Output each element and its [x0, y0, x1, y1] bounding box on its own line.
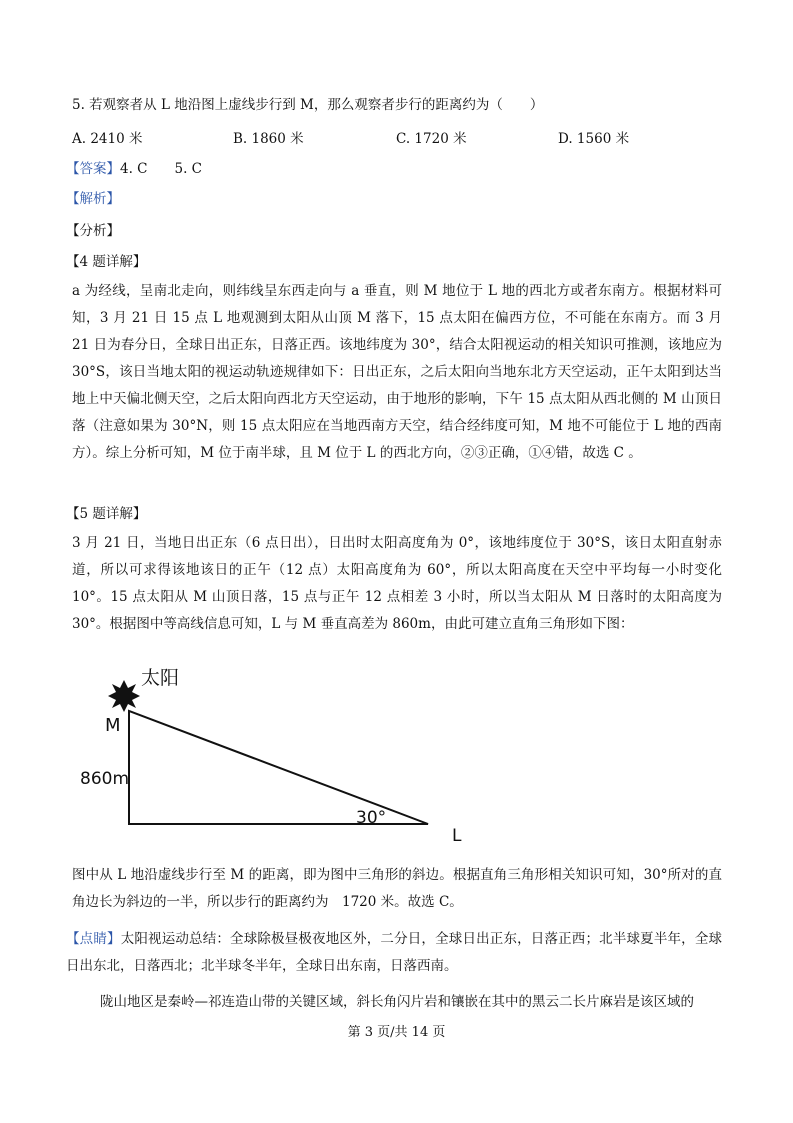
right-triangle-diagram [80, 660, 500, 850]
q5-explanation: 3 月 21 日，当地日出正东（6 点日出），日出时太阳高度角为 0°，该地纬度位于 30°S，该日太阳直射赤道，所以可求得该地该日的正午（12 点）太阳高度角为 60°，所以太阳高度在天空中平均每一小时变化 10°。15 点太阳从 M 山顶日落，15 点与正午 12 点相差 3 小时，所以当太阳从 M 日落时的太阳高度为 30°。根据图中等高线信息可知，L 与 M 垂直高差为 860m，由此可建立直角三角形如下图： [72, 535, 722, 632]
option-a: A. 2410 米 [72, 131, 143, 147]
sun-icon [108, 680, 140, 712]
next-paragraph: 陇山地区是秦岭—祁连造山带的关键区域，斜长角闪片岩和镶嵌在其中的黑云二长片麻岩是该区域的 [100, 994, 694, 1010]
q4-detail-tag: 【4 题详解】 [66, 254, 147, 270]
q4-explanation: a 为经线，呈南北走向，则纬线呈东西走向与 a 垂直，则 M 地位于 L 地的西北方或者东南方。根据材料可知，3 月 21 日 15 点 L 地观测到太阳从山顶 M 落下，15 点太阳在偏西方位，不可能在东南方。而 3 月 21 日为春分日，全球日出正东，日落正西。该地纬度为 30°，结合太阳视运动的相关知识可推测，该地应为 30°S，该日当地太阳的视运动轨迹规律如下：日出正东，之后太阳向当地东北方天空运动，正午太阳到达当地上中天偏北侧天空，之后太阳向西北方天空运动，由于地形的影响，下午 15 点太阳从西北侧的 M 山顶日落（注意如果为 30°N，则 15 点太阳应在当地西南方天空，结合经纬度可知，M 地不可能位于 L 地的西南方）。综上分析可知，M 位于南半球，且 M 位于 L 的西北方向，②③正确，①④错，故选 C 。 [72, 283, 722, 461]
sun-label: 太阳 [141, 667, 180, 689]
after-diagram-text: 图中从 L 地沿虚线步行至 M 的距离，即为图中三角形的斜边。根据直角三角形相关知识可知，30°所对的直角边长为斜边的一半，所以步行的距离约为 1720 米。故选 C。 [72, 867, 722, 910]
answer-line [66, 157, 202, 177]
angle-label: 30° [356, 808, 387, 828]
fenxi-tag: 【分析】 [66, 223, 120, 239]
answer-text: 4. C 5. C [120, 161, 203, 177]
question-5-text: 5. 若观察者从 L 地沿图上虚线步行到 M，那么观察者步行的距离约为（ ） [72, 97, 544, 113]
answer-tag: 【答案】 [66, 161, 120, 177]
m-label: M [105, 715, 121, 736]
dianjing-tag: 【点睛】 [66, 931, 121, 947]
l-label: L [452, 826, 462, 846]
analysis-tag: 【解析】 [66, 191, 120, 207]
dianjing-text: 太阳视运动总结：全球除极昼极夜地区外，二分日，全球日出正东，日落正西；北半球夏半年，全球日出东北，日落西北；北半球冬半年，全球日出东南，日落西南。 [66, 931, 723, 974]
q5-detail-tag: 【5 题详解】 [66, 506, 147, 522]
option-d: D. 1560 米 [558, 131, 630, 147]
option-c: C. 1720 米 [396, 131, 467, 147]
option-b: B. 1860 米 [233, 131, 304, 147]
page-footer: 第 3 页/共 14 页 [347, 1025, 446, 1040]
dianjing-paragraph [66, 926, 722, 980]
height-label: 860m [80, 769, 130, 789]
